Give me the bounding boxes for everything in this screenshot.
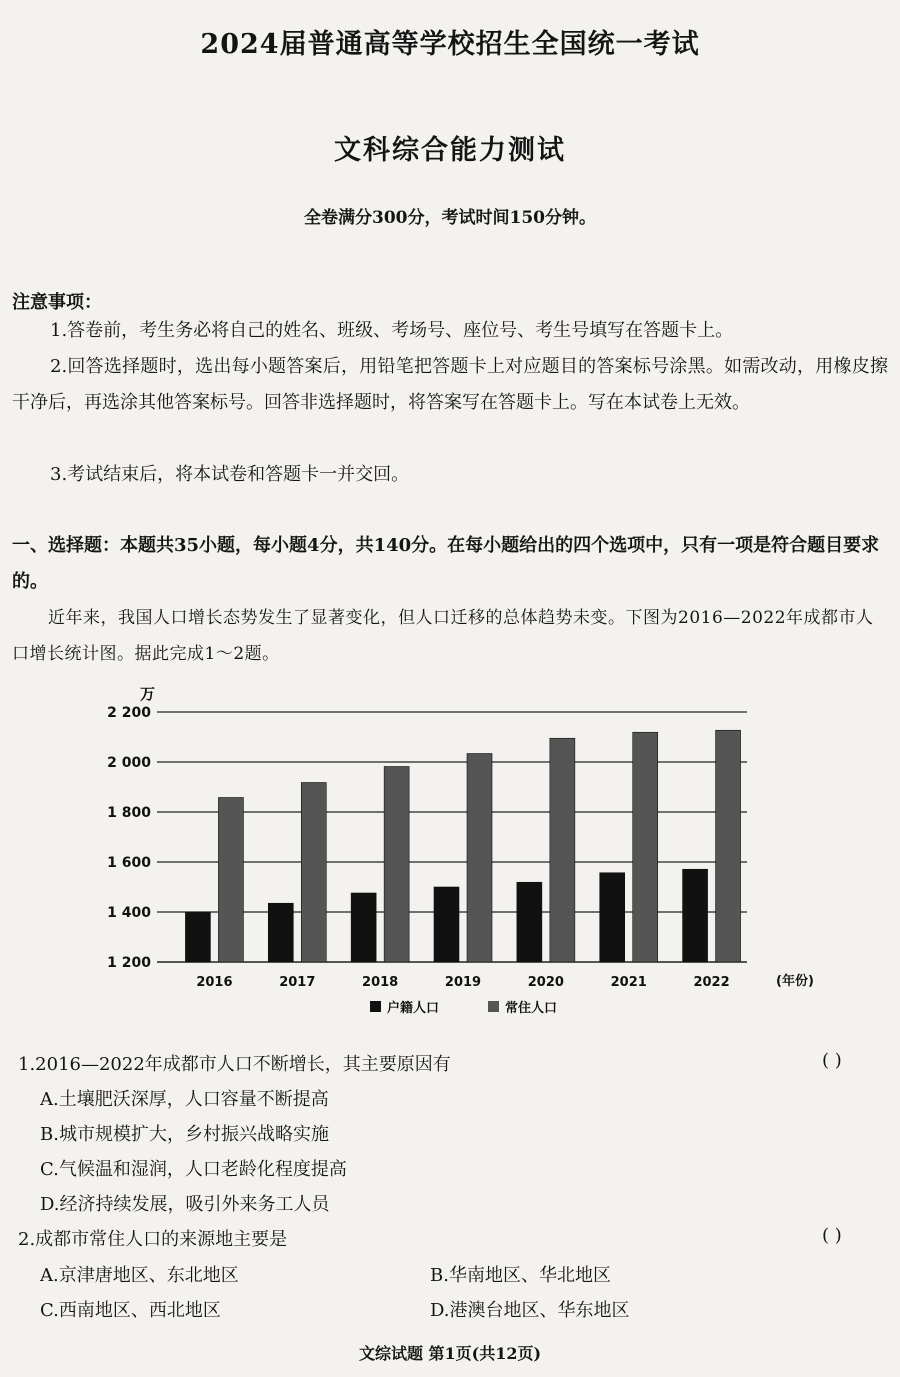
notice-item-3: 3.考试结束后，将本试卷和答题卡一并交回。: [50, 464, 410, 485]
question-1-text: 1.2016—2022年成都市人口不断增长，其主要原因有: [18, 1054, 451, 1075]
exam-title: 2024届普通高等学校招生全国统一考试: [200, 29, 700, 60]
question-2-option-d[interactable]: D.港澳台地区、华东地区: [430, 1300, 630, 1321]
x-tick-label: 2022: [693, 975, 730, 990]
y-tick-label: 1 800: [107, 805, 151, 821]
x-tick-label: 2018: [362, 975, 399, 990]
bar-changzhu-2022: [716, 730, 741, 962]
x-axis-label: (年份): [776, 974, 814, 989]
page-footer: 文综试题 第1页(共12页): [358, 1344, 542, 1363]
legend-swatch: [488, 1001, 499, 1012]
bar-huji-2016: [185, 913, 210, 963]
legend-label: 户籍人口: [387, 1001, 440, 1016]
legend-label: 常住人口: [505, 1001, 558, 1016]
x-tick-label: 2019: [444, 975, 482, 990]
notice-heading: 注意事项：: [12, 292, 102, 313]
question-1-option-a[interactable]: A.土壤肥沃深厚，人口容量不断提高: [40, 1089, 329, 1110]
question-1-option-b[interactable]: B.城市规模扩大，乡村振兴战略实施: [40, 1124, 329, 1145]
x-tick-label: 2017: [279, 975, 316, 990]
y-axis-unit-label: 万: [140, 685, 156, 703]
bar-changzhu-2016: [218, 798, 243, 963]
x-tick-label: 2021: [610, 975, 647, 990]
bar-huji-2020: [517, 882, 542, 962]
section-intro: 近年来，我国人口增长态势发生了显著变化，但人口迁移的总体趋势未变。下图为2016—2022年成都市人口增长统计图。据此完成1～2题。: [12, 608, 874, 664]
legend-swatch: [370, 1001, 381, 1012]
bar-changzhu-2017: [301, 783, 326, 963]
population-chart: [100, 675, 814, 1025]
y-tick-label: 2 200: [107, 705, 151, 721]
x-tick-label: 2020: [527, 975, 564, 990]
question-1-answer-paren[interactable]: ( ): [822, 1050, 842, 1071]
bar-changzhu-2021: [633, 732, 658, 962]
score-info: 全卷满分300分，考试时间150分钟。: [304, 208, 596, 228]
section-heading: 一、选择题：本题共35小题，每小题4分，共140分。在每小题给出的四个选项中，只有一项是符合题目要求的。: [12, 535, 880, 592]
question-1-option-c[interactable]: C.气候温和湿润，人口老龄化程度提高: [40, 1159, 347, 1180]
bar-huji-2019: [434, 887, 459, 962]
y-tick-label: 1 600: [107, 855, 151, 871]
y-tick-label: 1 400: [107, 905, 151, 921]
bar-changzhu-2019: [467, 754, 492, 963]
question-2-option-b[interactable]: B.华南地区、华北地区: [430, 1265, 611, 1286]
bar-changzhu-2018: [384, 767, 409, 963]
x-tick-label: 2016: [196, 975, 233, 990]
question-2-answer-paren[interactable]: ( ): [822, 1225, 842, 1246]
question-2-option-c[interactable]: C.西南地区、西北地区: [40, 1300, 221, 1321]
question-2-option-a[interactable]: A.京津唐地区、东北地区: [40, 1265, 239, 1286]
bar-huji-2018: [351, 893, 376, 962]
notice-item-2: 2.回答选择题时，选出每小题答案后，用铅笔把答题卡上对应题目的答案标号涂黑。如需改动，用橡皮擦干净后，再选涂其他答案标号。回答非选择题时，将答案写在答题卡上。写在本试卷上无效。: [12, 356, 888, 413]
question-1-stem: [18, 1050, 878, 1076]
bar-huji-2017: [268, 903, 293, 962]
question-1-option-d[interactable]: D.经济持续发展，吸引外来务工人员: [40, 1194, 330, 1215]
notice-item-1: 1.答卷前，考生务必将自己的姓名、班级、考场号、座位号、考生号填写在答题卡上。: [50, 320, 734, 341]
question-2-stem: 2.成都市常住人口的来源地主要是: [18, 1229, 288, 1250]
bar-huji-2022: [683, 869, 708, 962]
y-tick-label: 2 000: [107, 755, 151, 771]
subject-title: 文科综合能力测试: [334, 135, 566, 166]
bar-huji-2021: [600, 873, 625, 962]
bar-changzhu-2020: [550, 738, 575, 962]
y-tick-label: 1 200: [107, 955, 151, 971]
